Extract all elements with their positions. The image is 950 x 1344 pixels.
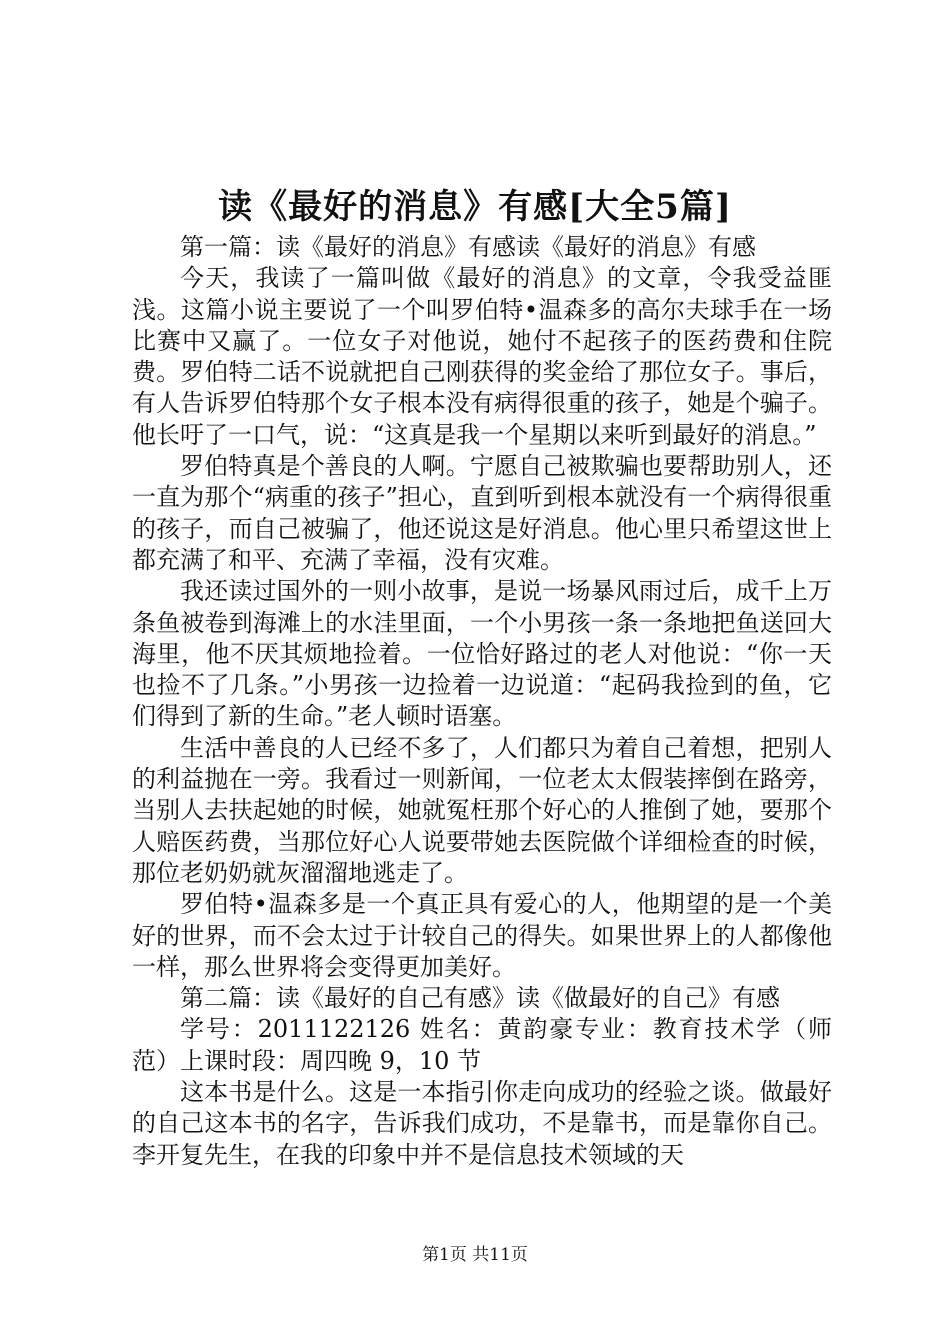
body-paragraph: 我还读过国外的一则小故事，是说一场暴风雨过后，成千上万条鱼被卷到海滩上的水洼里面，一个小男孩一条一条地把鱼送回大海里，他不厌其烦地捡着。一位恰好路过的老人对他说：“你一天也捡不了几条。”小男孩一边捡着一边说道：“起码我捡到的鱼，它们得到了新的生命。”老人顿时语塞。 — [132, 577, 832, 731]
student-info-paragraph: 学号：2011122126 姓名：黄韵豪专业：教育技术学（师范）上课时段：周四晚 9，10 节 — [132, 1015, 832, 1075]
body-paragraph: 这本书是什么。这是一本指引你走向成功的经验之谈。做最好的自己这本书的名字，告诉我们成功，不是靠书，而是靠你自己。李开复先生，在我的印象中并不是信息技术领域的天 — [132, 1078, 832, 1169]
body-paragraph: 生活中善良的人已经不多了，人们都只为着自己着想，把别人的利益抛在一旁。我看过一则新闻，一位老太太假装摔倒在路旁，当别人去扶起她的时候，她就冤枉那个好心的人推倒了她，要那个人赔医药费，当那位好心人说要带她去医院做个详细检查的时候，那位老奶奶就灰溜溜地逃走了。 — [132, 733, 832, 887]
body-paragraph: 罗伯特真是个善良的人啊。宁愿自己被欺骗也要帮助别人，还一直为那个“病重的孩子”担心，直到听到根本就没有一个病得很重的孩子，而自己被骗了，他还说这是好消息。他心里只希望这世上都充满了和平、充满了幸福，没有灾难。 — [132, 452, 832, 574]
section-heading-2: 第二篇：读《最好的自己有感》读《做最好的自己》有感 — [180, 984, 780, 1013]
body-paragraph: 今天，我读了一篇叫做《最好的消息》的文章，令我受益匪浅。这篇小说主要说了一个叫罗伯特•温森多的高尔夫球手在一场比赛中又赢了。一位女子对他说，她付不起孩子的医药费和住院费。罗伯特二话不说就把自己刚获得的奖金给了那位女子。事后，有人告诉罗伯特那个女子根本没有病得很重的孩子，她是个骗子。他长吁了一口气，说：“这真是我一个星期以来听到最好的消息。” — [132, 264, 832, 449]
page-number-footer: 第1页 共11页 — [422, 1245, 528, 1265]
body-paragraph: 罗伯特•温森多是一个真正具有爱心的人，他期望的是一个美好的世界，而不会太过于计较自己的得失。如果世界上的人都像他一样，那么世界将会变得更加美好。 — [132, 890, 832, 981]
section-heading-1: 第一篇：读《最好的消息》有感读《最好的消息》有感 — [180, 233, 756, 261]
document-body — [132, 232, 832, 1171]
document-title: 读《最好的消息》有感[大全5篇] — [218, 187, 732, 227]
